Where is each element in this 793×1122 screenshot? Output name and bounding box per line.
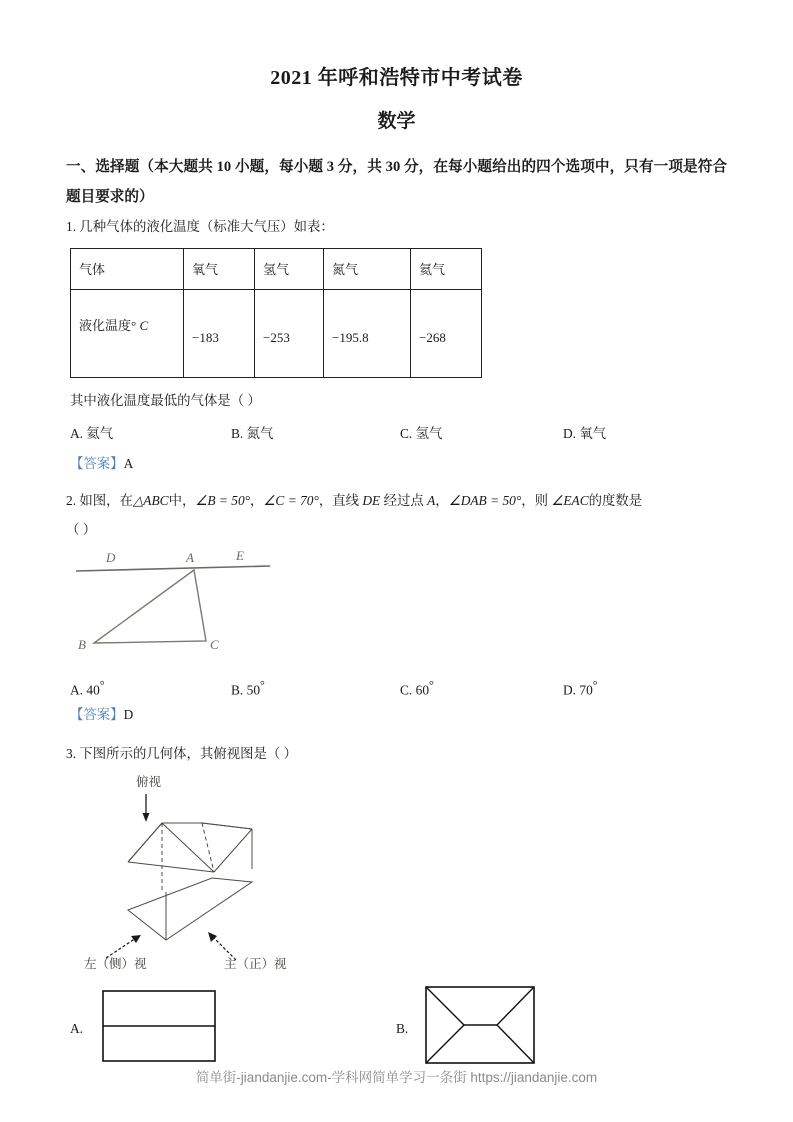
question-2-answer xyxy=(70,701,727,729)
option-b-unit: ° xyxy=(260,677,265,692)
question-1-options xyxy=(66,420,727,448)
q2-part5: 经过点 xyxy=(383,492,424,508)
option-a[interactable] xyxy=(70,671,105,704)
choice-b-diagonal-tr xyxy=(497,987,534,1025)
option-d-letter: D. xyxy=(563,425,577,441)
choice-b-diagonal-br xyxy=(497,1025,534,1063)
choice-b-letter[interactable]: B. xyxy=(396,1020,409,1036)
table-cell-nitrogen-value: −195.8 xyxy=(324,289,411,377)
question-3-stem xyxy=(66,739,727,768)
q2-part1: 如图，在 xyxy=(79,492,133,508)
top-view-arrow-head xyxy=(143,813,150,822)
answer-value: D xyxy=(123,706,134,722)
table-row xyxy=(71,248,482,289)
top-view-label: 俯视 xyxy=(136,774,162,789)
option-d-text: 氧气 xyxy=(579,425,607,441)
prism-hidden-edge-1 xyxy=(202,823,214,872)
choice-a-letter[interactable]: A. xyxy=(70,1020,84,1036)
option-a-letter: A. xyxy=(70,425,84,441)
q2-part3: ， xyxy=(250,492,264,508)
table-header-nitrogen: 氮气 xyxy=(324,248,411,289)
question-2-stem-tail: （ ） xyxy=(66,521,97,537)
front-view-arrow-head xyxy=(208,932,217,942)
option-c-text: 60 xyxy=(415,682,430,698)
triangle-abc-diagram xyxy=(74,548,289,658)
prism-edge-1 xyxy=(128,823,162,862)
table-header-helium: 氦气 xyxy=(411,248,482,289)
table-row xyxy=(71,289,482,377)
line-de xyxy=(76,566,270,571)
question-1-stem xyxy=(66,212,727,241)
question-3-figure xyxy=(84,770,727,975)
option-c[interactable] xyxy=(400,671,434,704)
q2-part2: 中， xyxy=(168,492,196,508)
option-b-text: 氮气 xyxy=(246,425,274,441)
question-3-number: 3. xyxy=(66,745,77,761)
option-c-unit: ° xyxy=(429,677,434,692)
option-c-letter: C. xyxy=(400,682,413,698)
answer-value: A xyxy=(123,455,134,471)
option-a-letter: A. xyxy=(70,682,84,698)
option-b-letter: B. xyxy=(231,682,244,698)
prism-edge-4 xyxy=(214,829,252,872)
question-1 xyxy=(66,212,727,478)
question-2-options xyxy=(66,671,727,699)
option-d[interactable] xyxy=(563,420,606,448)
q2-part8: 的度数是 xyxy=(588,492,643,508)
prism-edge-3 xyxy=(128,862,214,872)
q2-angle-eac: ∠EAC xyxy=(551,492,589,508)
option-c[interactable] xyxy=(400,420,442,448)
label-d: D xyxy=(106,549,116,565)
left-view-arrow-head xyxy=(131,935,141,943)
q2-line-de: DE xyxy=(362,492,381,508)
question-3 xyxy=(66,739,727,1085)
footer-watermark: 简单街-jiandanjie.com-学科网简单学习一条街 https://jiandanjie.com xyxy=(195,1070,598,1085)
option-d-letter: D. xyxy=(563,682,577,698)
table-row-label-unit: C xyxy=(139,318,149,334)
table-row-label-text: 液化温度° xyxy=(79,318,137,334)
table-header-oxygen: 氧气 xyxy=(184,248,255,289)
question-1-substem: 其中液化温度最低的气体是（ ） xyxy=(70,392,261,408)
option-c-text: 氢气 xyxy=(415,425,443,441)
choice-a-figure[interactable] xyxy=(102,987,222,1067)
question-2-number: 2. xyxy=(66,492,77,508)
choice-b-figure[interactable] xyxy=(424,981,554,1073)
answer-label: 【答案】 xyxy=(70,455,124,471)
left-view-arrow-line xyxy=(106,938,136,958)
table-row-label xyxy=(71,289,184,377)
label-e: E xyxy=(236,547,244,563)
q2-point-a: A xyxy=(427,492,436,508)
table-header-gas: 气体 xyxy=(71,248,184,289)
label-c: C xyxy=(210,636,219,652)
option-b-letter: B. xyxy=(231,425,244,441)
option-a-text: 40 xyxy=(86,682,100,698)
gas-liquefaction-table xyxy=(70,248,482,378)
q2-angle-c: ∠C = 70° xyxy=(263,492,319,508)
q2-triangle-abc: △ABC xyxy=(132,492,169,508)
option-b[interactable] xyxy=(231,420,273,448)
option-d-text: 70 xyxy=(579,682,593,698)
table-cell-hydrogen-value: −253 xyxy=(255,289,324,377)
option-d-unit: ° xyxy=(592,677,598,692)
option-a[interactable] xyxy=(70,420,113,448)
front-view-label: 主（正）视 xyxy=(224,956,287,970)
answer-label: 【答案】 xyxy=(70,706,124,722)
label-a: A xyxy=(186,549,194,565)
q2-part4: ，直线 xyxy=(318,492,359,508)
choice-b-diagonal-tl xyxy=(426,987,464,1025)
question-2 xyxy=(66,486,727,729)
page-subtitle: 数学 xyxy=(377,111,416,132)
left-view-label: 左（侧）视 xyxy=(84,956,147,970)
q2-angle-b: ∠B = 50° xyxy=(195,492,251,508)
label-b: B xyxy=(78,636,86,652)
option-a-text: 氦气 xyxy=(86,425,114,441)
q2-part6: ， xyxy=(435,492,449,508)
table-cell-oxygen-value: −183 xyxy=(184,289,255,377)
table-cell-helium-value: −268 xyxy=(411,289,482,377)
option-a-unit: ° xyxy=(99,677,105,692)
prism-top-edge xyxy=(128,823,252,862)
prism-edge-5 xyxy=(202,823,252,829)
question-2-stem xyxy=(66,486,727,515)
prism-edge-2 xyxy=(162,823,214,872)
question-2-figure xyxy=(74,548,727,663)
q2-angle-dab: ∠DAB = 50° xyxy=(448,492,522,508)
table-header-hydrogen: 氢气 xyxy=(255,248,324,289)
choice-b-diagonal-bl xyxy=(426,1025,464,1063)
option-d[interactable] xyxy=(563,671,598,704)
triangle-outline xyxy=(94,570,206,643)
question-1-answer xyxy=(70,450,727,478)
question-3-stem-text: 下图所示的几何体，其俯视图是（ ） xyxy=(79,745,298,761)
option-c-letter: C. xyxy=(400,425,413,441)
q2-part7: ，则 xyxy=(521,492,548,508)
prism-three-views-diagram xyxy=(84,770,384,970)
option-b-text: 50 xyxy=(246,682,261,698)
horizontal-projection-plane xyxy=(128,878,252,940)
document-content xyxy=(66,0,727,1085)
section-heading: 一、选择题（本大题共 10 小题，每小题 3 分，共 30 分，在每小题给出的四个选项中，只有一项是符合题目要求的） xyxy=(66,158,727,205)
question-1-stem-text: 几种气体的液化温度（标准大气压）如表： xyxy=(79,218,334,234)
question-1-number: 1. xyxy=(66,218,77,234)
option-b[interactable] xyxy=(231,671,265,704)
page-title: 2021 年呼和浩特市中考试卷 xyxy=(270,67,523,89)
